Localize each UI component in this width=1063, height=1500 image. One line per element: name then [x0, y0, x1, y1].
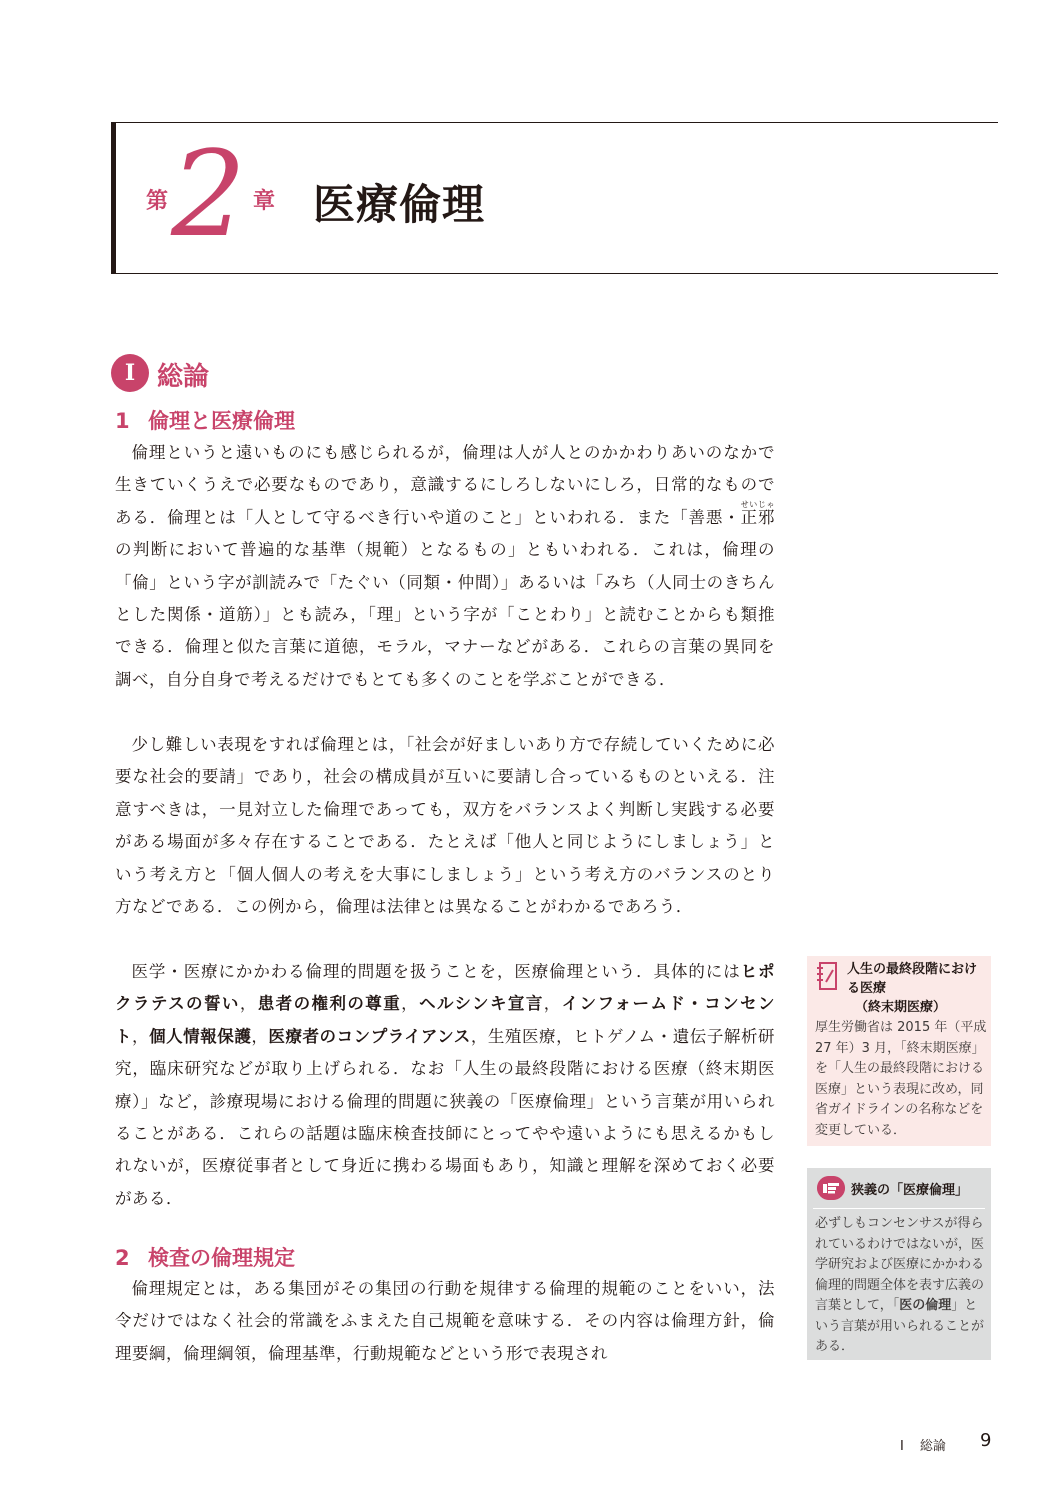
separator: ，: [251, 1026, 269, 1046]
keyword: 医療者のコンプライアンス: [268, 1026, 471, 1046]
subsection-number: 1: [115, 409, 130, 433]
paragraph-1: [115, 437, 775, 696]
separator: ，: [239, 994, 258, 1014]
paragraph-3: [115, 956, 775, 1215]
side-note-keyword: 医の倫理: [899, 1298, 952, 1313]
chapter-bottom-rule: [116, 273, 998, 274]
paragraph-4: 倫理規定とは，ある集団がその集団の行動を規律する倫理的規範のことをいい，法令だけではなく社会的常識をふまえた自己規範を意味する．その内容は倫理方針，倫理要綱，倫理綱領，倫理基準，行動規範などという形で表現され: [115, 1279, 775, 1363]
chapter-number: 2: [171, 125, 247, 263]
side-note-title-text: 人生の最終段階における医療: [847, 962, 978, 996]
footer-section-label: 総論: [919, 1439, 946, 1454]
paragraph-text: 医学・医療にかかわる倫理的問題を扱うことを，医療倫理という．具体的には: [131, 962, 741, 981]
ruby-base: 正邪: [740, 507, 776, 527]
section-title: 総論: [157, 362, 210, 392]
footer-section-numeral: I: [900, 1439, 904, 1454]
paragraph-text: の判断において普遍的な基準（規範）となるもの」ともいわれる．これは，倫理の「倫」という字が訓読みで「たぐい（同類・仲間）」あるいは「みち（人同士のきちんとした関係・道筋）」とも読み，「理」という字が「ことわり」と読むことからも類推できる．倫理と似た言葉に道徳，モラル，マナーなどがある．これらの言葉の異同を調べ，自分自身で考えるだけでもとても多くのことを学ぶことができる．: [115, 540, 775, 689]
side-note-text: 」という言葉が用いられることがある．: [815, 1298, 985, 1354]
ruby-annotation: [740, 499, 776, 527]
separator: ，: [132, 1026, 150, 1046]
side-note-body: [815, 1214, 987, 1358]
separator: ，: [543, 994, 562, 1014]
chapter-suffix: 章: [253, 189, 276, 214]
pointing-hand-icon: [817, 1176, 845, 1200]
subsection-title: 倫理と医療倫理: [148, 409, 295, 433]
section-numeral-badge: I: [111, 354, 149, 392]
keyword: 患者の権利の尊重: [257, 994, 402, 1014]
subsection-title: 検査の倫理規定: [148, 1246, 295, 1270]
paragraph-text: ，生殖医療，ヒトゲノム・遺伝子解析研究，臨床研究などが取り上げられる．なお「人生の最終段階における医療（終末期医療）」など，診療現場における倫理的問題に狭義の「医療倫理」という言葉が用いられることがある．これらの話題は臨床検査技師にとってやや遠いようにも思えるかもしれないが，医療従事者として身近に携わる場面もあり，知識と理解を深めておく必要がある．: [115, 1026, 775, 1208]
chapter-header: [111, 122, 998, 274]
running-footer: [900, 1435, 946, 1454]
side-note-subtitle: （終末期医療）: [855, 1000, 947, 1015]
keyword: インフォームド・コンセント: [115, 994, 776, 1046]
chapter-top-rule: [116, 122, 998, 123]
subsection-heading-2: [115, 1242, 295, 1272]
paragraph-text: 倫理というと遠いものにも感じられるが，倫理は人が人とのかかわりあいのなかで生きていくうえで必要なものであり，意識するにしろしないにしろ，日常的なものである．倫理とは「人として守るべき行いや道のこと」といわれる．また「善悪・: [115, 443, 775, 527]
keyword: ヘルシンキ宣言: [419, 994, 544, 1014]
chapter-title: 医療倫理: [313, 180, 486, 229]
side-note-narrow-medical-ethics: [807, 1168, 991, 1360]
subsection-number: 2: [115, 1246, 130, 1270]
ruby-reading: せいじゃ: [740, 499, 776, 509]
side-note-end-of-life-care: [807, 956, 991, 1146]
keyword: ヒポクラテスの誓い: [115, 962, 776, 1014]
side-note-divider: [813, 1208, 985, 1209]
keyword: 個人情報保護: [149, 1026, 252, 1046]
page-number: 9: [980, 1430, 992, 1451]
paragraph-2: 少し難しい表現をすれば倫理とは，「社会が好ましいあり方で存続していくために必要な社会的要請」であり，社会の構成員が互いに要請し合っているものといえる．注意すべきは，一見対立した倫理であっても，双方をバランスよく判断し実践する必要がある場面が多々存在することである．たとえば「他人と同じようにしましょう」という考え方と「個人個人の考えを大事にしましょう」という考え方のバランスのとり方などである．この例から，倫理は法律とは異なることがわかるであろう．: [115, 735, 775, 917]
side-note-title: [847, 960, 987, 1017]
side-note-title: 狭義の「医療倫理」: [851, 1183, 969, 1198]
subsection-heading-1: [115, 405, 295, 435]
separator: ，: [401, 994, 420, 1014]
notebook-icon: [817, 962, 839, 990]
side-note-body: 厚生労働省は 2015 年（平成 27 年）3 月，「終末期医療」を「人生の最終段階における医療」という表現に改め，同省ガイドラインの名称などを変更している．: [815, 1020, 987, 1138]
side-note-text: 必ずしもコンセンサスが得られているわけではないが，医学研究および医療にかかわる倫理的問題全体を表す広義の言葉として，「: [815, 1216, 985, 1313]
chapter-prefix: 第: [146, 189, 169, 214]
